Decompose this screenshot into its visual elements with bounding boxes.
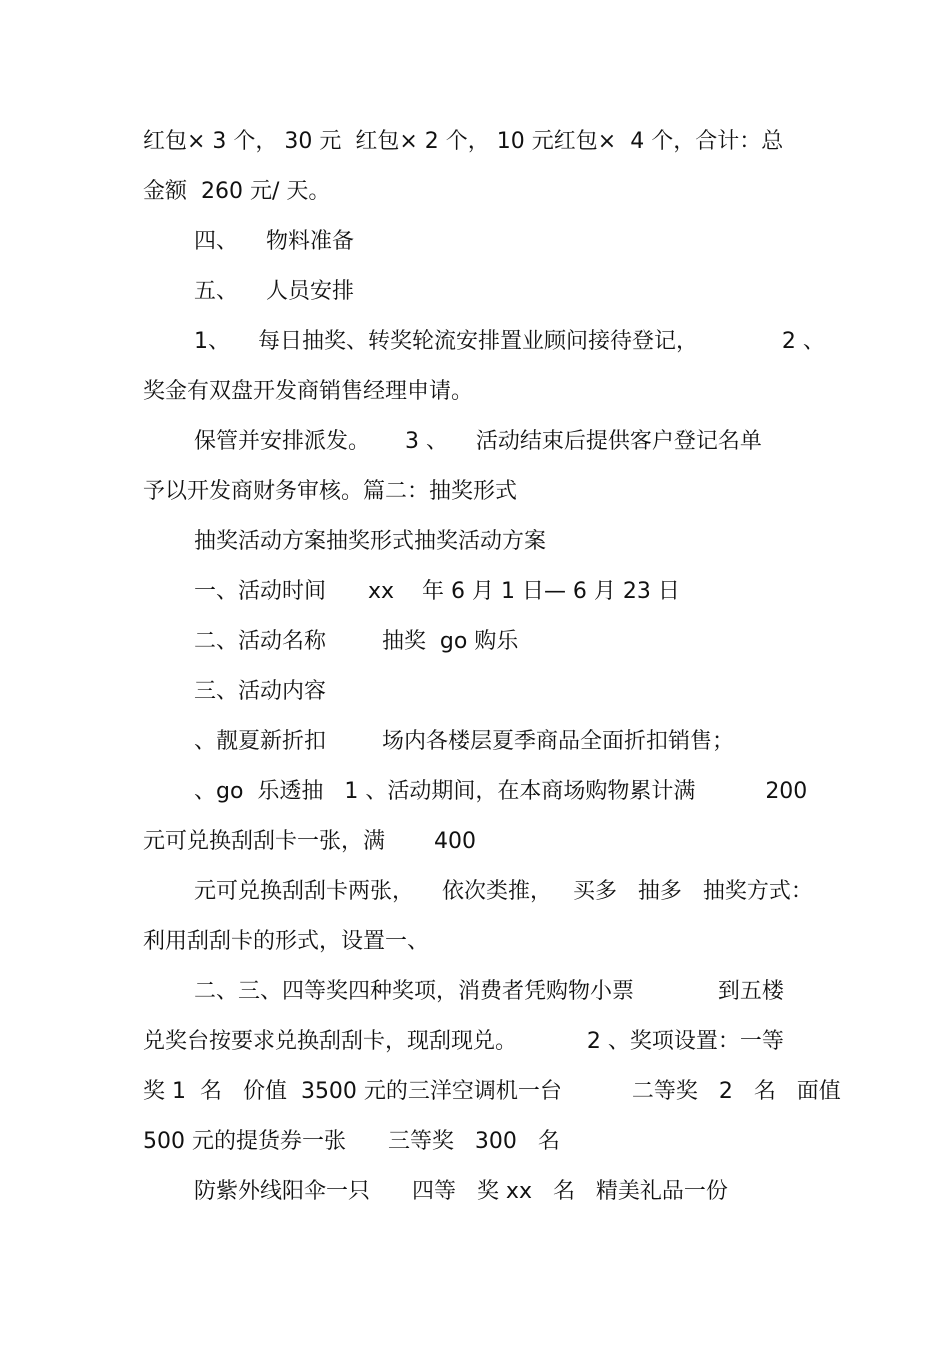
text-line-2: 金额 260 元/ 天。 (143, 179, 331, 204)
text-line-17: 利用刮刮卡的形式，设置一、 (143, 929, 430, 954)
text-line-18: 二、三、四等奖四种奖项，消费者凭购物小票 到五楼 (194, 979, 784, 1004)
text-line-16: 元可兑换刮刮卡两张， 依次类推， 买多 抽多 抽奖方式： (194, 879, 813, 904)
text-line-9: 抽奖活动方案抽奖形式抽奖活动方案 (194, 529, 547, 554)
activity-content-heading: 三、活动内容 (194, 679, 327, 704)
text-line-22: 防紫外线阳伞一只 四等 奖 xx 名 精美礼品一份 (194, 1179, 728, 1204)
text-line-21: 500 元的提货券一张 三等奖 300 名 (143, 1129, 560, 1154)
text-line-6: 奖金有双盘开发商销售经理申请。 (143, 379, 474, 404)
activity-time-line: 一、活动时间 xx 年 6 月 1 日— 6 月 23 日 (194, 579, 680, 604)
section-heading-5: 五、 人员安排 (194, 279, 354, 304)
text-line-19: 兑奖台按要求兑换刮刮卡，现刮现兑。 2 、奖项设置：一等 (143, 1029, 784, 1054)
section-heading-4: 四、 物料准备 (194, 229, 354, 254)
text-line-8: 予以开发商财务审核。篇二：抽奖形式 (143, 479, 518, 504)
text-line-20: 奖 1 名 价值 3500 元的三洋空调机一台 二等奖 2 名 面值 (143, 1079, 841, 1104)
activity-name-line: 二、活动名称 抽奖 go 购乐 (194, 629, 519, 654)
text-line-5: 1、 每日抽奖、转奖轮流安排置业顾问接待登记， 2 、 (194, 329, 825, 354)
text-line-15: 元可兑换刮刮卡一张，满 400 (143, 829, 476, 854)
text-line-1: 红包× 3 个， 30 元 红包× 2 个， 10 元红包× 4 个，合计：总 (143, 129, 784, 154)
text-line-7: 保管并安排派发。 3 、 活动结束后提供客户登记名单 (194, 429, 762, 454)
text-line-13: 、靓夏新折扣 场内各楼层夏季商品全面折扣销售； (194, 729, 734, 754)
text-line-14: 、go 乐透抽 1 、活动期间，在本商场购物累计满 200 (194, 779, 808, 804)
